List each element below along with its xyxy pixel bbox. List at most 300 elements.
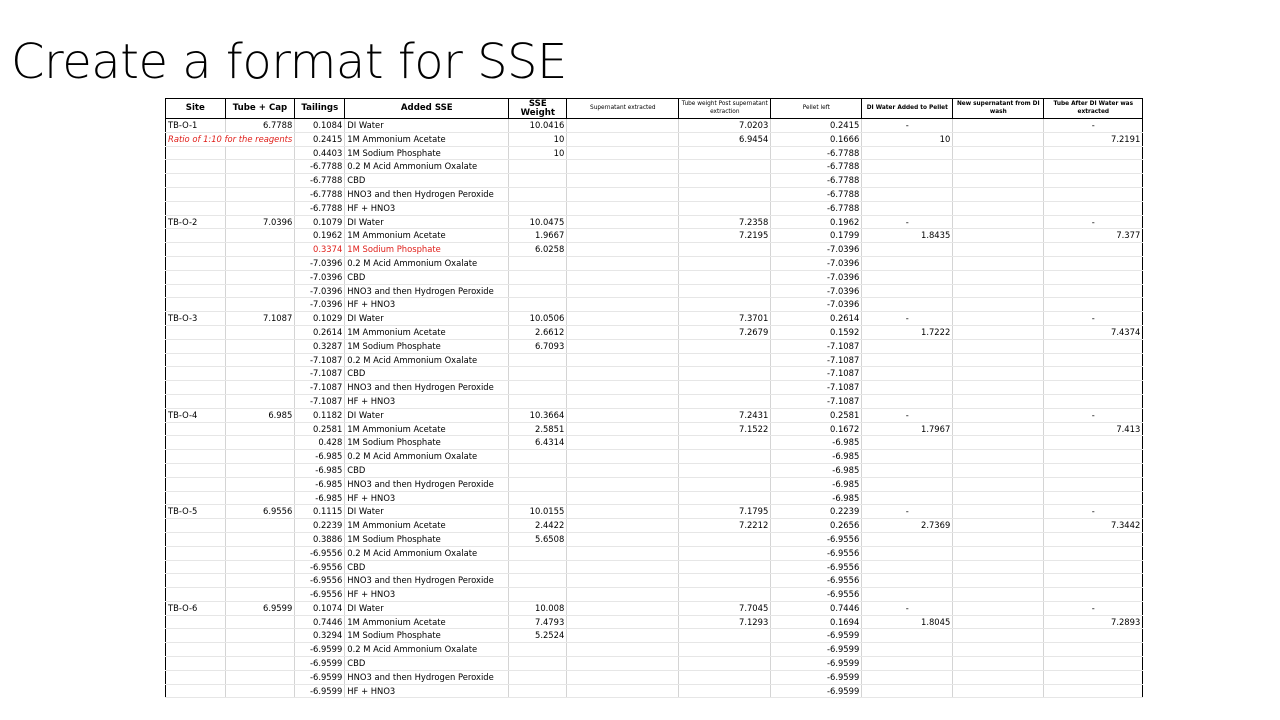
- cell-site: [166, 643, 226, 657]
- cell-site: [166, 574, 226, 588]
- cell-added-sse: HF + HNO3: [345, 588, 509, 602]
- cell-site: [166, 298, 226, 312]
- cell-sse-weight: 6.7093: [509, 339, 567, 353]
- cell-sse-weight: [509, 491, 567, 505]
- cell-di-water: [862, 381, 953, 395]
- cell-tube-post: [679, 367, 771, 381]
- cell-tailings: -6.9556: [295, 574, 345, 588]
- cell-tube-after: [1044, 270, 1143, 284]
- cell-tailings: -7.0396: [295, 256, 345, 270]
- cell-pellet-left: -6.985: [771, 477, 862, 491]
- cell-new-supernatant: [953, 450, 1044, 464]
- cell-pellet-left: -6.9599: [771, 670, 862, 684]
- cell-tailings: -7.1087: [295, 353, 345, 367]
- cell-tube-cap: [225, 491, 295, 505]
- cell-tailings: -6.9556: [295, 560, 345, 574]
- table-row: [166, 643, 1143, 657]
- cell-pellet-left: -6.7788: [771, 174, 862, 188]
- cell-added-sse: 0.2 M Acid Ammonium Oxalate: [345, 353, 509, 367]
- cell-site: [166, 532, 226, 546]
- cell-supernatant: [567, 119, 679, 133]
- cell-tube-post: 7.1795: [679, 505, 771, 519]
- cell-tube-after: [1044, 574, 1143, 588]
- cell-tailings: 0.2239: [295, 519, 345, 533]
- cell-tailings: -7.0396: [295, 284, 345, 298]
- cell-tube-cap: [225, 532, 295, 546]
- cell-site: [166, 477, 226, 491]
- cell-sse-weight: [509, 381, 567, 395]
- cell-di-water: [862, 670, 953, 684]
- cell-site: [166, 284, 226, 298]
- cell-pellet-left: -6.9556: [771, 560, 862, 574]
- cell-tube-cap: [225, 477, 295, 491]
- cell-tube-after: [1044, 298, 1143, 312]
- cell-sse-weight: [509, 670, 567, 684]
- cell-pellet-left: 0.1799: [771, 229, 862, 243]
- cell-added-sse: DI Water: [345, 601, 509, 615]
- cell-tube-post: 7.0203: [679, 119, 771, 133]
- table-row: [166, 339, 1143, 353]
- cell-tube-post: 7.2431: [679, 408, 771, 422]
- cell-supernatant: [567, 574, 679, 588]
- cell-tube-cap: [225, 339, 295, 353]
- cell-pellet-left: -6.9599: [771, 629, 862, 643]
- cell-pellet-left: -6.7788: [771, 187, 862, 201]
- cell-tube-after: [1044, 339, 1143, 353]
- cell-sse-weight: [509, 643, 567, 657]
- cell-site: [166, 174, 226, 188]
- cell-tube-after: 7.4374: [1044, 325, 1143, 339]
- sse-table: [165, 98, 1143, 698]
- cell-tube-cap: [225, 615, 295, 629]
- cell-pellet-left: -6.9599: [771, 684, 862, 698]
- cell-sse-weight: 10.008: [509, 601, 567, 615]
- cell-tailings: -6.7788: [295, 160, 345, 174]
- cell-tube-cap: [225, 588, 295, 602]
- cell-new-supernatant: [953, 684, 1044, 698]
- cell-added-sse: HNO3 and then Hydrogen Peroxide: [345, 477, 509, 491]
- cell-site: [166, 325, 226, 339]
- table-row: [166, 160, 1143, 174]
- table-row: [166, 119, 1143, 133]
- table-row: [166, 229, 1143, 243]
- cell-tailings: 0.1115: [295, 505, 345, 519]
- cell-sse-weight: [509, 187, 567, 201]
- cell-tailings: 0.2415: [295, 132, 345, 146]
- cell-added-sse: HNO3 and then Hydrogen Peroxide: [345, 381, 509, 395]
- cell-added-sse: HNO3 and then Hydrogen Peroxide: [345, 187, 509, 201]
- cell-di-water: -: [862, 601, 953, 615]
- cell-sse-weight: [509, 684, 567, 698]
- cell-added-sse: 1M Ammonium Acetate: [345, 325, 509, 339]
- cell-di-water: [862, 160, 953, 174]
- cell-tube-after: [1044, 491, 1143, 505]
- cell-added-sse: DI Water: [345, 408, 509, 422]
- cell-supernatant: [567, 463, 679, 477]
- cell-supernatant: [567, 643, 679, 657]
- cell-tube-after: 7.2893: [1044, 615, 1143, 629]
- cell-tube-cap: 6.985: [225, 408, 295, 422]
- cell-di-water: [862, 174, 953, 188]
- cell-new-supernatant: [953, 394, 1044, 408]
- cell-new-supernatant: [953, 519, 1044, 533]
- cell-pellet-left: -6.985: [771, 491, 862, 505]
- cell-added-sse: 1M Ammonium Acetate: [345, 519, 509, 533]
- cell-new-supernatant: [953, 146, 1044, 160]
- cell-supernatant: [567, 546, 679, 560]
- cell-tailings: -6.9599: [295, 643, 345, 657]
- cell-tube-cap: [225, 394, 295, 408]
- cell-di-water: [862, 298, 953, 312]
- cell-tube-after: [1044, 588, 1143, 602]
- cell-sse-weight: [509, 657, 567, 671]
- cell-tube-post: [679, 629, 771, 643]
- cell-added-sse: 1M Ammonium Acetate: [345, 422, 509, 436]
- cell-tube-after: [1044, 160, 1143, 174]
- cell-tube-post: [679, 160, 771, 174]
- table-row: [166, 505, 1143, 519]
- cell-added-sse: CBD: [345, 463, 509, 477]
- cell-pellet-left: -7.1087: [771, 381, 862, 395]
- cell-new-supernatant: [953, 339, 1044, 353]
- table-row: [166, 256, 1143, 270]
- cell-site: [166, 450, 226, 464]
- cell-pellet-left: -6.985: [771, 450, 862, 464]
- cell-tailings: 0.3374: [295, 243, 345, 257]
- cell-di-water: 1.7967: [862, 422, 953, 436]
- cell-sse-weight: [509, 160, 567, 174]
- cell-tube-after: [1044, 450, 1143, 464]
- cell-new-supernatant: [953, 270, 1044, 284]
- cell-tube-cap: 6.9599: [225, 601, 295, 615]
- cell-new-supernatant: [953, 588, 1044, 602]
- header-tube-after-di: Tube After DI Water was extracted: [1044, 99, 1143, 119]
- cell-di-water: 10: [862, 132, 953, 146]
- cell-pellet-left: -7.1087: [771, 353, 862, 367]
- table-row: [166, 187, 1143, 201]
- cell-new-supernatant: [953, 574, 1044, 588]
- cell-sse-weight: [509, 201, 567, 215]
- cell-pellet-left: 0.2415: [771, 119, 862, 133]
- cell-tube-after: [1044, 657, 1143, 671]
- cell-pellet-left: -6.9556: [771, 532, 862, 546]
- cell-sse-weight: [509, 450, 567, 464]
- cell-sse-weight: [509, 256, 567, 270]
- cell-tube-after: [1044, 256, 1143, 270]
- cell-site: [166, 201, 226, 215]
- cell-tube-cap: [225, 229, 295, 243]
- cell-tube-cap: [225, 367, 295, 381]
- cell-site: [166, 684, 226, 698]
- cell-tube-after: [1044, 381, 1143, 395]
- cell-supernatant: [567, 174, 679, 188]
- cell-tailings: -7.1087: [295, 381, 345, 395]
- cell-tube-after: -: [1044, 505, 1143, 519]
- table-row: [166, 684, 1143, 698]
- cell-site: [166, 422, 226, 436]
- cell-tube-post: [679, 353, 771, 367]
- cell-tailings: 0.3294: [295, 629, 345, 643]
- cell-di-water: [862, 339, 953, 353]
- cell-sse-weight: 7.4793: [509, 615, 567, 629]
- cell-pellet-left: -6.9599: [771, 657, 862, 671]
- cell-tailings: -6.985: [295, 450, 345, 464]
- cell-tube-after: -: [1044, 312, 1143, 326]
- cell-site: [166, 394, 226, 408]
- cell-tube-post: [679, 339, 771, 353]
- cell-pellet-left: 0.2614: [771, 312, 862, 326]
- cell-sse-weight: 6.0258: [509, 243, 567, 257]
- cell-site: TB-O-2: [166, 215, 226, 229]
- cell-added-sse: DI Water: [345, 119, 509, 133]
- cell-sse-weight: 10: [509, 132, 567, 146]
- cell-di-water: [862, 394, 953, 408]
- cell-tailings: -6.985: [295, 477, 345, 491]
- cell-tube-post: [679, 574, 771, 588]
- cell-sse-weight: [509, 546, 567, 560]
- cell-supernatant: [567, 422, 679, 436]
- cell-tailings: 0.1182: [295, 408, 345, 422]
- slide-title: Create a format for SSE: [11, 34, 567, 90]
- header-row: [166, 99, 1143, 119]
- cell-sse-weight: 1.9667: [509, 229, 567, 243]
- cell-di-water: [862, 546, 953, 560]
- cell-site: [166, 588, 226, 602]
- cell-di-water: [862, 243, 953, 257]
- cell-di-water: 1.7222: [862, 325, 953, 339]
- cell-tube-post: [679, 187, 771, 201]
- cell-supernatant: [567, 367, 679, 381]
- cell-supernatant: [567, 132, 679, 146]
- table-row: [166, 436, 1143, 450]
- cell-di-water: [862, 574, 953, 588]
- ratio-note: Ratio of 1:10 for the reagents: [166, 132, 295, 146]
- cell-new-supernatant: [953, 436, 1044, 450]
- cell-pellet-left: -7.0396: [771, 284, 862, 298]
- cell-pellet-left: -6.7788: [771, 160, 862, 174]
- cell-supernatant: [567, 450, 679, 464]
- cell-di-water: -: [862, 505, 953, 519]
- cell-tube-cap: [225, 174, 295, 188]
- table-row: [166, 201, 1143, 215]
- cell-added-sse: HNO3 and then Hydrogen Peroxide: [345, 670, 509, 684]
- cell-site: [166, 256, 226, 270]
- cell-sse-weight: [509, 394, 567, 408]
- cell-di-water: [862, 146, 953, 160]
- cell-tube-cap: [225, 201, 295, 215]
- cell-pellet-left: -7.1087: [771, 394, 862, 408]
- cell-tube-post: [679, 546, 771, 560]
- table-body: [166, 119, 1143, 698]
- cell-tube-after: [1044, 284, 1143, 298]
- cell-di-water: 2.7369: [862, 519, 953, 533]
- cell-di-water: 1.8435: [862, 229, 953, 243]
- cell-pellet-left: -6.985: [771, 436, 862, 450]
- cell-site: [166, 353, 226, 367]
- cell-tailings: -7.0396: [295, 298, 345, 312]
- cell-new-supernatant: [953, 670, 1044, 684]
- cell-added-sse: HF + HNO3: [345, 298, 509, 312]
- cell-site: [166, 670, 226, 684]
- cell-tube-post: [679, 684, 771, 698]
- cell-site: [166, 270, 226, 284]
- cell-pellet-left: 0.2656: [771, 519, 862, 533]
- cell-tube-post: [679, 491, 771, 505]
- cell-tube-cap: [225, 436, 295, 450]
- cell-pellet-left: -7.0396: [771, 243, 862, 257]
- cell-new-supernatant: [953, 505, 1044, 519]
- cell-tube-cap: [225, 256, 295, 270]
- cell-di-water: -: [862, 408, 953, 422]
- cell-site: [166, 146, 226, 160]
- cell-supernatant: [567, 532, 679, 546]
- cell-added-sse: HNO3 and then Hydrogen Peroxide: [345, 284, 509, 298]
- cell-site: [166, 546, 226, 560]
- cell-new-supernatant: [953, 132, 1044, 146]
- cell-added-sse: CBD: [345, 270, 509, 284]
- cell-tube-cap: [225, 546, 295, 560]
- table-row: [166, 657, 1143, 671]
- table-row: [166, 132, 1143, 146]
- cell-tube-post: [679, 146, 771, 160]
- cell-site: TB-O-1: [166, 119, 226, 133]
- cell-sse-weight: 2.4422: [509, 519, 567, 533]
- cell-sse-weight: [509, 270, 567, 284]
- cell-tube-cap: [225, 422, 295, 436]
- cell-tube-post: [679, 450, 771, 464]
- table-row: [166, 408, 1143, 422]
- cell-supernatant: [567, 519, 679, 533]
- cell-new-supernatant: [953, 532, 1044, 546]
- cell-site: [166, 367, 226, 381]
- cell-supernatant: [567, 408, 679, 422]
- cell-tube-cap: 7.1087: [225, 312, 295, 326]
- cell-site: [166, 436, 226, 450]
- cell-tube-cap: [225, 643, 295, 657]
- cell-supernatant: [567, 270, 679, 284]
- header-pellet-left: Pellet left: [771, 99, 862, 119]
- table-row: [166, 243, 1143, 257]
- table-row: [166, 532, 1143, 546]
- table-row: [166, 615, 1143, 629]
- table-row: [166, 367, 1143, 381]
- cell-tube-after: [1044, 560, 1143, 574]
- cell-tube-post: [679, 298, 771, 312]
- cell-tailings: -7.1087: [295, 367, 345, 381]
- cell-tube-after: [1044, 243, 1143, 257]
- cell-tube-cap: [225, 298, 295, 312]
- cell-new-supernatant: [953, 215, 1044, 229]
- cell-sse-weight: [509, 574, 567, 588]
- cell-supernatant: [567, 629, 679, 643]
- cell-di-water: [862, 588, 953, 602]
- cell-di-water: [862, 450, 953, 464]
- cell-sse-weight: [509, 588, 567, 602]
- cell-site: [166, 229, 226, 243]
- table-row: [166, 298, 1143, 312]
- cell-pellet-left: 0.1666: [771, 132, 862, 146]
- cell-tube-post: 7.2679: [679, 325, 771, 339]
- cell-pellet-left: 0.2581: [771, 408, 862, 422]
- cell-tube-after: [1044, 367, 1143, 381]
- cell-tube-post: [679, 532, 771, 546]
- cell-tube-cap: [225, 160, 295, 174]
- table-row: [166, 450, 1143, 464]
- cell-pellet-left: -7.0396: [771, 270, 862, 284]
- table-row: [166, 519, 1143, 533]
- cell-tube-cap: [225, 146, 295, 160]
- cell-tube-post: [679, 560, 771, 574]
- cell-tube-after: [1044, 629, 1143, 643]
- cell-tube-cap: 6.9556: [225, 505, 295, 519]
- cell-supernatant: [567, 146, 679, 160]
- cell-di-water: -: [862, 119, 953, 133]
- cell-added-sse: HF + HNO3: [345, 201, 509, 215]
- cell-site: [166, 560, 226, 574]
- cell-added-sse: 0.2 M Acid Ammonium Oxalate: [345, 160, 509, 174]
- cell-new-supernatant: [953, 229, 1044, 243]
- cell-sse-weight: [509, 367, 567, 381]
- cell-di-water: [862, 201, 953, 215]
- cell-tube-post: 7.2212: [679, 519, 771, 533]
- cell-di-water: -: [862, 312, 953, 326]
- cell-tailings: 0.1074: [295, 601, 345, 615]
- cell-tailings: -6.9556: [295, 546, 345, 560]
- cell-sse-weight: [509, 560, 567, 574]
- cell-sse-weight: 10: [509, 146, 567, 160]
- cell-tailings: -6.7788: [295, 201, 345, 215]
- cell-sse-weight: 2.5851: [509, 422, 567, 436]
- cell-site: TB-O-4: [166, 408, 226, 422]
- cell-sse-weight: [509, 174, 567, 188]
- cell-tailings: 0.428: [295, 436, 345, 450]
- cell-site: [166, 243, 226, 257]
- cell-di-water: [862, 284, 953, 298]
- cell-supernatant: [567, 436, 679, 450]
- cell-tube-post: [679, 381, 771, 395]
- cell-tube-cap: 7.0396: [225, 215, 295, 229]
- cell-site: [166, 160, 226, 174]
- cell-sse-weight: [509, 463, 567, 477]
- cell-site: [166, 381, 226, 395]
- cell-tube-post: [679, 256, 771, 270]
- cell-site: TB-O-5: [166, 505, 226, 519]
- cell-site: [166, 519, 226, 533]
- cell-new-supernatant: [953, 325, 1044, 339]
- cell-sse-weight: 5.6508: [509, 532, 567, 546]
- cell-tube-post: [679, 174, 771, 188]
- cell-site: [166, 657, 226, 671]
- cell-site: [166, 339, 226, 353]
- cell-new-supernatant: [953, 560, 1044, 574]
- cell-added-sse: 0.2 M Acid Ammonium Oxalate: [345, 546, 509, 560]
- cell-tube-after: [1044, 146, 1143, 160]
- cell-supernatant: [567, 215, 679, 229]
- table-row: [166, 325, 1143, 339]
- cell-di-water: [862, 643, 953, 657]
- cell-tube-cap: [225, 670, 295, 684]
- cell-tube-post: 7.7045: [679, 601, 771, 615]
- cell-supernatant: [567, 201, 679, 215]
- cell-new-supernatant: [953, 422, 1044, 436]
- cell-added-sse: 1M Sodium Phosphate: [345, 629, 509, 643]
- cell-tailings: -6.9599: [295, 684, 345, 698]
- cell-new-supernatant: [953, 367, 1044, 381]
- cell-tailings: -6.9599: [295, 657, 345, 671]
- cell-tailings: 0.2581: [295, 422, 345, 436]
- cell-added-sse: HF + HNO3: [345, 684, 509, 698]
- cell-pellet-left: -7.1087: [771, 339, 862, 353]
